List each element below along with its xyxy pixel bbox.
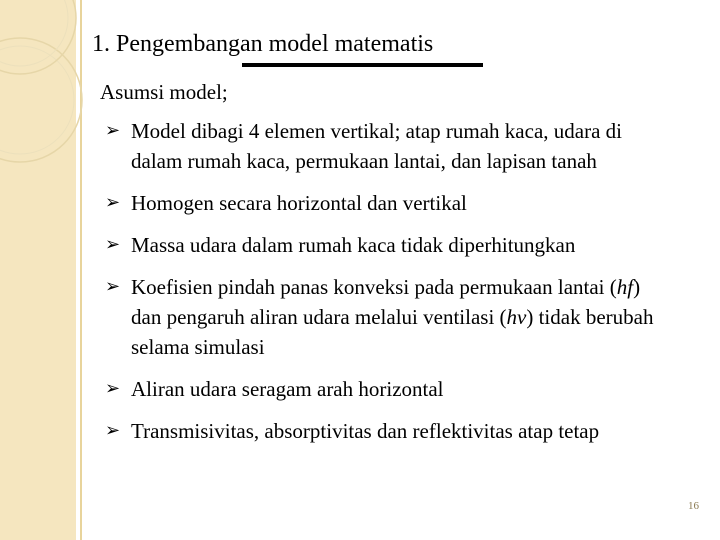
bullet-item bbox=[105, 374, 665, 404]
arrow-bullet-icon: ➢ bbox=[105, 378, 121, 399]
bullet-text: Transmisivitas, absorptivitas dan reflektivitas atap tetap bbox=[131, 419, 600, 443]
side-decor-panel bbox=[0, 0, 76, 540]
bullet-item bbox=[105, 230, 665, 260]
bullet-item bbox=[105, 272, 665, 362]
bullet-item bbox=[105, 416, 665, 446]
title-underline bbox=[242, 63, 483, 67]
bullet-text: ) tidak berubah selama simulasi bbox=[131, 305, 654, 359]
bullet-text-italic: hv bbox=[506, 305, 527, 329]
page-number: 16 bbox=[688, 500, 699, 512]
arrow-bullet-icon: ➢ bbox=[105, 234, 121, 255]
arrow-bullet-icon: ➢ bbox=[105, 276, 121, 297]
arrow-bullet-icon: ➢ bbox=[105, 192, 121, 213]
bullet-text: Koefisien pindah panas konveksi pada permukaan lantai ( bbox=[131, 275, 617, 299]
bullet-item bbox=[105, 188, 665, 218]
bullet-text: Homogen secara horizontal dan vertikal bbox=[131, 191, 467, 215]
bullet-text: Model dibagi 4 elemen vertikal; atap rumah kaca, udara di dalam rumah kaca, permukaan lantai, dan lapisan tanah bbox=[131, 119, 622, 173]
intro-text: Asumsi model; bbox=[100, 80, 228, 104]
side-decor-line bbox=[80, 0, 82, 540]
bullet-text: Massa udara dalam rumah kaca tidak diperhitungkan bbox=[131, 233, 576, 257]
bullet-item bbox=[105, 116, 665, 176]
bullet-list bbox=[105, 116, 665, 458]
bullet-text-italic: hf bbox=[616, 275, 634, 299]
bullet-text: Aliran udara seragam arah horizontal bbox=[131, 377, 444, 401]
arrow-bullet-icon: ➢ bbox=[105, 120, 121, 141]
arrow-bullet-icon: ➢ bbox=[105, 420, 121, 441]
slide-title: 1. Pengembangan model matematis bbox=[92, 31, 434, 57]
bullet-text: ) dan pengaruh aliran udara melalui ventilasi ( bbox=[131, 275, 641, 329]
